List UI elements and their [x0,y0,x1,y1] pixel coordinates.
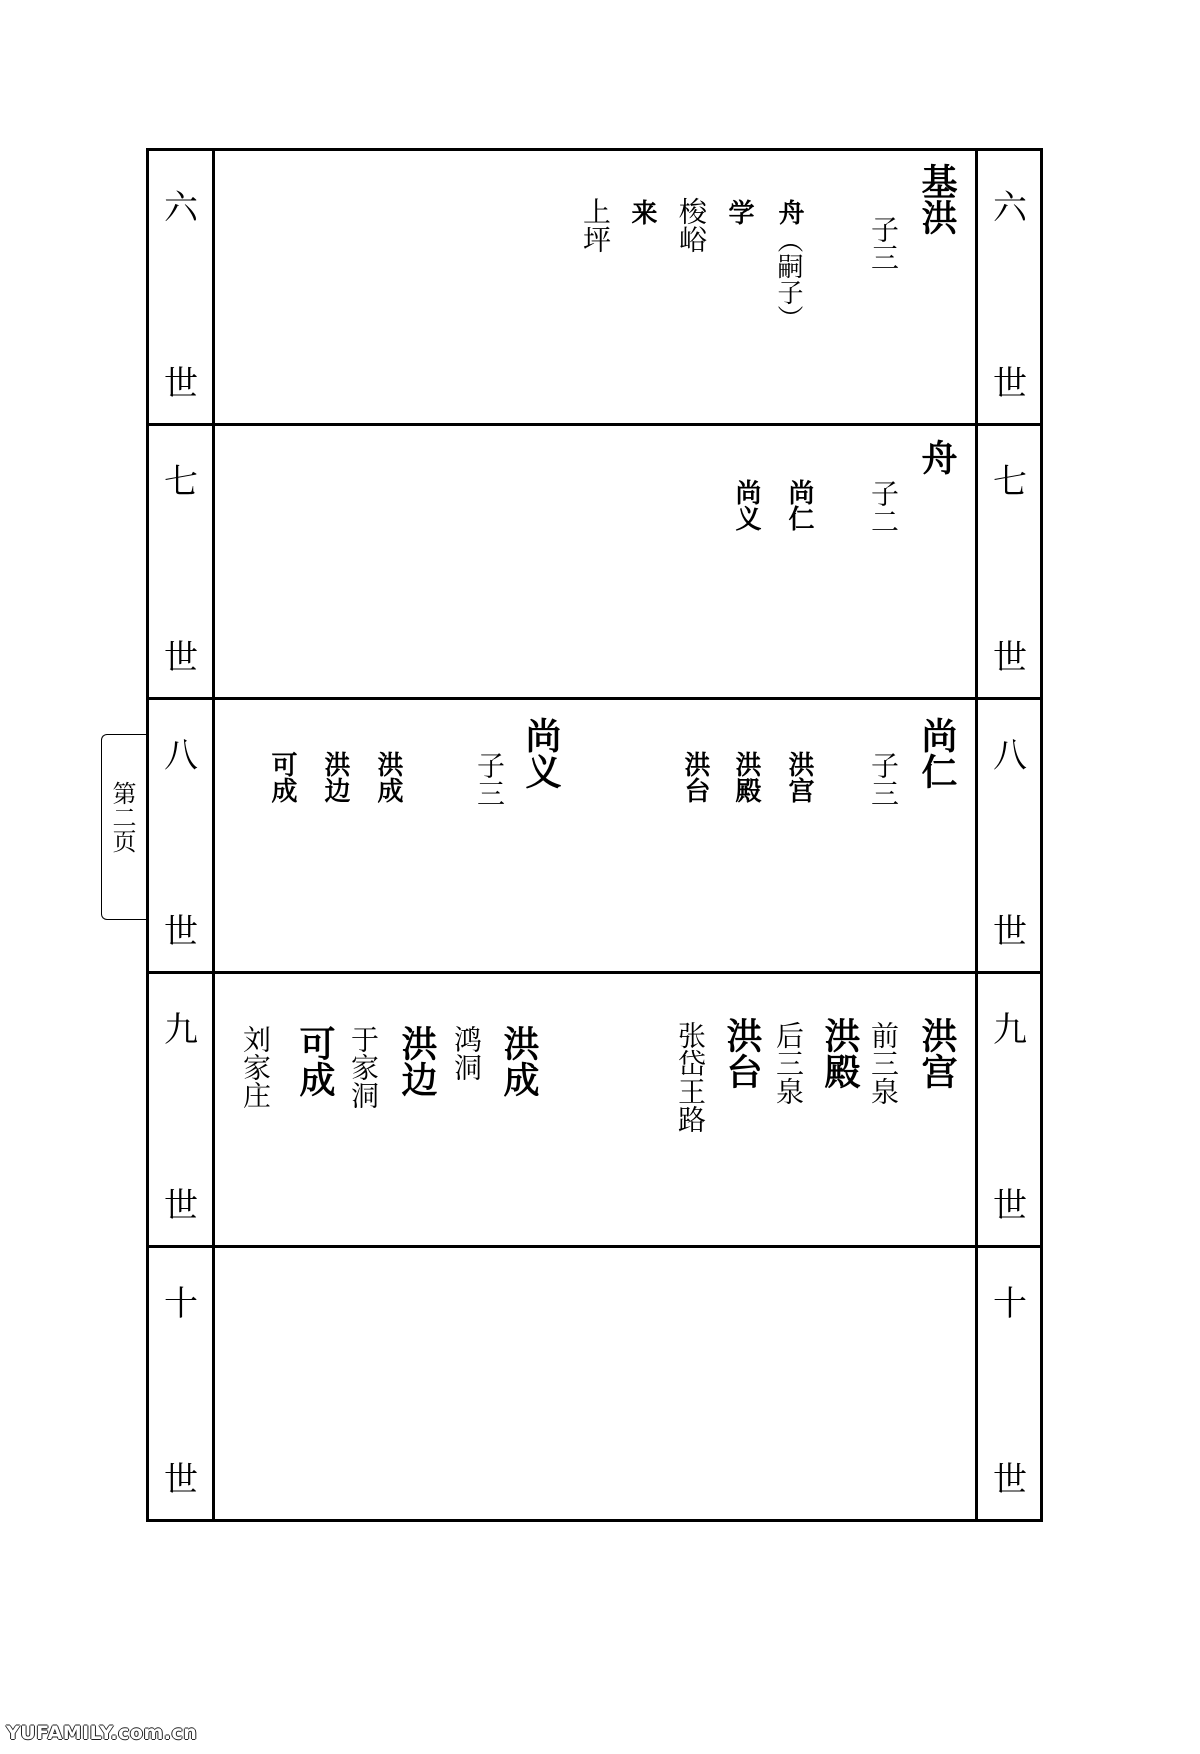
gen9-place-hongdian: 后三泉 [772,1021,805,1105]
gen9-name-hongcheng: 洪成 [498,1025,540,1097]
gen9-name-hongbian: 洪边 [396,1025,438,1097]
gen8-child-hongcheng: 洪成 [373,751,403,803]
gen9-name-hongtai: 洪台 [721,1017,763,1089]
gen9-shi-right: 世 [993,1186,1027,1226]
gen6-shi-left: 世 [164,364,198,404]
gen8-child-hongbian: 洪边 [320,751,350,803]
gen8-child-hongtai: 洪台 [680,751,710,803]
gen8-shangren-son-count: 子三 [867,751,900,807]
gen9-number-left: 九 [164,1010,198,1050]
gen9-place-kecheng: 刘家庄 [239,1025,272,1109]
gen7-son-count: 子二 [867,479,900,535]
gen6-number-left: 六 [164,188,198,228]
gen6-adopted-note: （嗣子） [773,227,803,331]
page-number-tab [101,734,147,920]
gen6-place-shangping: 上坪 [579,197,612,253]
gen9-number-right: 九 [993,1010,1027,1050]
gen9-name-honggong: 洪宫 [916,1017,958,1089]
gen7-shi-left: 世 [164,638,198,678]
row-divider-4 [149,1245,1040,1248]
gen7-number-left: 七 [164,462,198,502]
row-divider-1 [149,423,1040,426]
gen8-number-left: 八 [164,736,198,776]
gen10-shi-right: 世 [993,1460,1027,1500]
gen8-number-right: 八 [993,736,1027,776]
gen8-shangyi-son-count: 子三 [473,751,506,807]
gen7-head-name: 舟 [916,439,958,475]
gen6-head-name: 基洪 [916,163,958,235]
gen6-child-xue: 学 [724,199,754,225]
gen8-shi-left: 世 [164,912,198,952]
gen6-child-zhou: 舟 [774,199,804,225]
gen9-place-honggong: 前三泉 [867,1021,900,1105]
gen8-child-honggong: 洪宫 [784,751,814,803]
gen9-place-hongtai: 张岱王路 [674,1021,707,1133]
gen10-number-left: 十 [164,1284,198,1324]
gen6-son-count: 子三 [867,215,900,271]
gen7-shi-right: 世 [993,638,1027,678]
page-number-text: 第二页 [108,781,136,853]
gen9-name-kecheng: 可成 [294,1025,336,1097]
gen6-shi-right: 世 [993,364,1027,404]
gen8-child-kecheng: 可成 [267,751,297,803]
gen10-number-right: 十 [993,1284,1027,1324]
gen6-place-suoyu: 梭峪 [675,197,708,253]
gen9-place-hongbian: 于家洞 [347,1025,380,1109]
genealogy-table [146,148,1043,1522]
site-watermark: YUFAMILY.com.cn [6,1722,198,1744]
gen9-place-hongcheng: 鸿洞 [450,1025,483,1081]
gen6-number-right: 六 [993,188,1027,228]
gen7-child-shangren: 尚仁 [784,479,814,531]
gen8-shi-right: 世 [993,912,1027,952]
gen8-child-hongdian: 洪殿 [731,751,761,803]
gen6-child-lai: 来 [627,199,657,225]
gen8-head-shangyi: 尚义 [520,717,562,789]
row-divider-2 [149,697,1040,700]
gen9-shi-left: 世 [164,1186,198,1226]
gen7-child-shangyi: 尚义 [731,479,761,531]
row-divider-3 [149,971,1040,974]
gen7-number-right: 七 [993,462,1027,502]
gen10-shi-left: 世 [164,1460,198,1500]
gen9-name-hongdian: 洪殿 [819,1017,861,1089]
gen8-head-shangren: 尚仁 [916,717,958,789]
